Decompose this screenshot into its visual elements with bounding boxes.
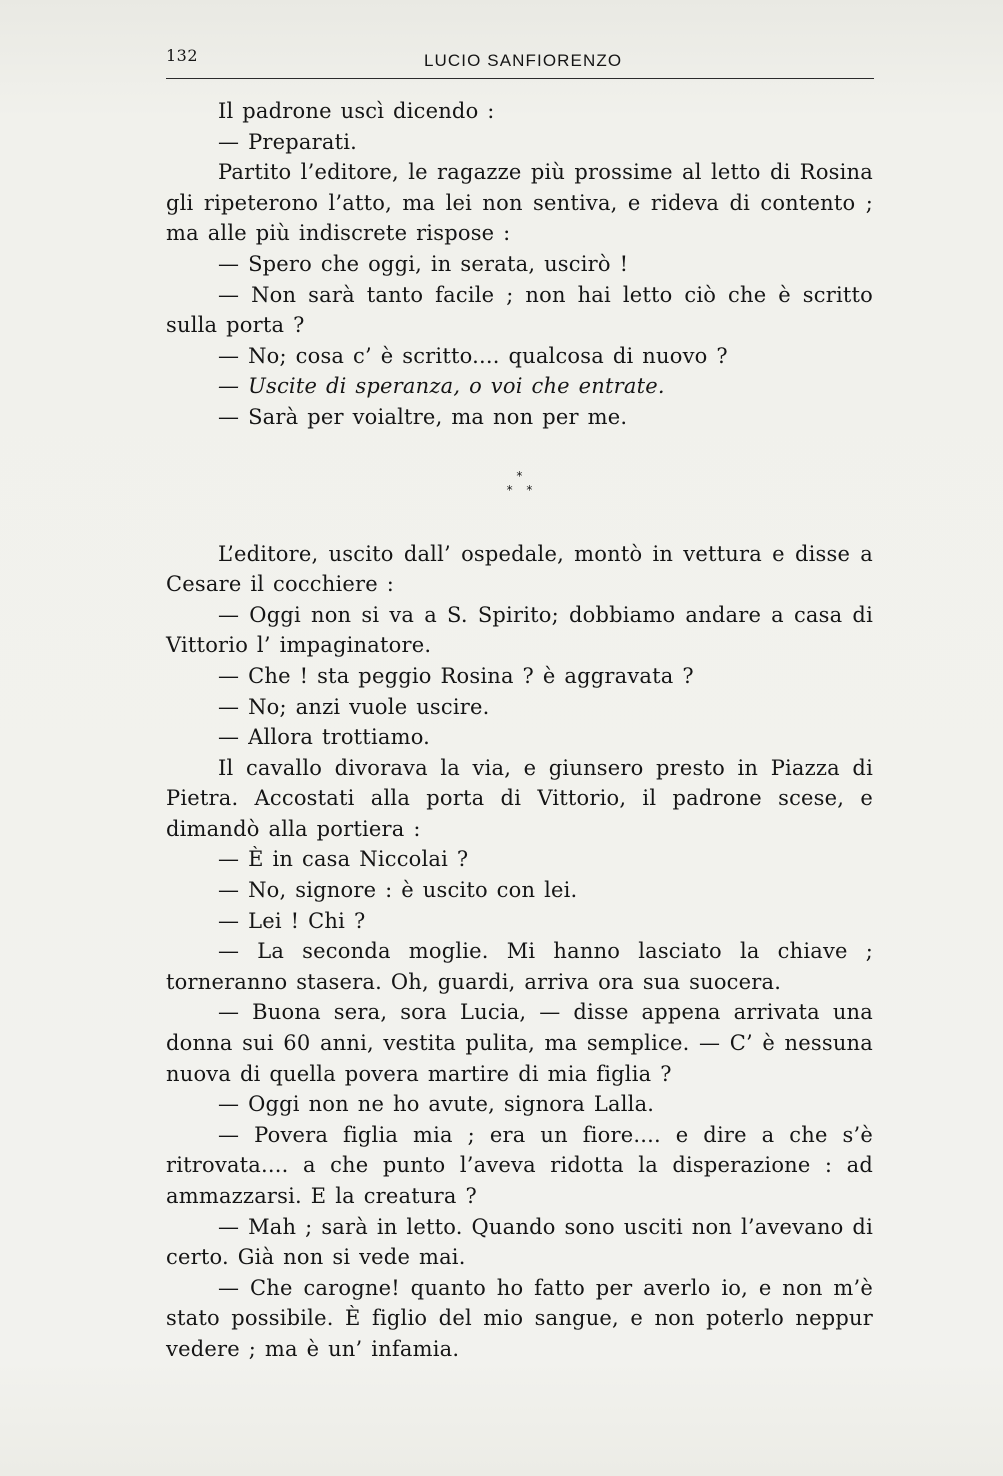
dialogue-line: — Povera figlia mia ; era un fiore.... e dire a che s’è ritrovata.... a che punto l’aveva ridotta la disperazione : ad ammazzarsi. E la creatura ? — [166, 1122, 873, 1208]
dialogue-line: — Lei ! Chi ? — [218, 908, 366, 933]
dialogue-line: — Allora trottiamo. — [218, 725, 431, 750]
dialogue-line: — La seconda moglie. Mi hanno lasciato la chiave ; torneranno stasera. Oh, guardi, arriva ora sua suocera. — [166, 939, 873, 994]
dialogue-line: — Spero che oggi, in serata, uscirò ! — [218, 251, 629, 276]
page-header — [166, 40, 876, 84]
dialogue-line: — Non sarà tanto facile ; non hai letto ciò che è scritto sulla porta ? — [166, 282, 873, 338]
asterisk-bottom: * * — [506, 482, 538, 497]
dialogue-line: — Oggi non si va a S. Spirito; dobbiamo andare a casa di Vittorio l’ impaginatore. — [166, 602, 873, 658]
body-text — [166, 96, 873, 1365]
dialogue-line: — No; anzi vuole uscire. — [218, 694, 490, 719]
running-title: LUCIO SANFIORENZO — [424, 51, 623, 70]
asterisk-top: * — [516, 468, 523, 483]
page-number: 132 — [166, 46, 199, 65]
paragraph: Il cavallo divorava la via, e giunsero presto in Piazza di Pietra. Accostati alla porta di Vittorio, il padrone scese, e dimandò alla portiera : — [166, 755, 873, 841]
dialogue-line: — Sarà per voialtre, ma non per me. — [218, 404, 628, 429]
paragraph: Partito l’editore, le ragazze più prossime al letto di Rosina gli ripeterono l’atto, ma lei non sentiva, e rideva di contento ; ma alle più indiscrete rispose : — [166, 160, 873, 246]
italic-dialogue-line: — Uscite di speranza, o voi che entrate. — [218, 374, 665, 399]
section-separator — [166, 433, 873, 539]
dialogue-line: — No, signore : è uscito con lei. — [218, 878, 578, 903]
dialogue-line: — Preparati. — [218, 129, 358, 154]
header-rule — [166, 78, 874, 79]
paragraph: L’editore, uscito dall’ ospedale, montò in vettura e disse a Cesare il cocchiere : — [166, 541, 873, 597]
dialogue-line: — No; cosa c’ è scritto.... qualcosa di nuovo ? — [218, 343, 728, 368]
dialogue-line: — Mah ; sarà in letto. Quando sono usciti non l’avevano di certo. Già non si vede mai. — [166, 1214, 873, 1270]
paragraph: Il padrone uscì dicendo : — [218, 99, 495, 123]
dialogue-line: — Che carogne! quanto ho fatto per averlo io, e non m’è stato possibile. È figlio del mio sangue, e non poterlo neppur vedere ; ma è un’ infamia. — [166, 1275, 873, 1361]
dialogue-line: — Oggi non ne ho avute, signora Lalla. — [218, 1092, 655, 1117]
dialogue-line: — Che ! sta peggio Rosina ? è aggravata ? — [218, 663, 694, 688]
dialogue-line: — Buona sera, sora Lucia, — disse appena arrivata una donna sui 60 anni, vestita pulita, ma semplice. — C’ è nessuna nuova di quella povera martire di mia figlia ? — [166, 1000, 873, 1086]
dialogue-line: — È in casa Niccolai ? — [218, 847, 469, 872]
